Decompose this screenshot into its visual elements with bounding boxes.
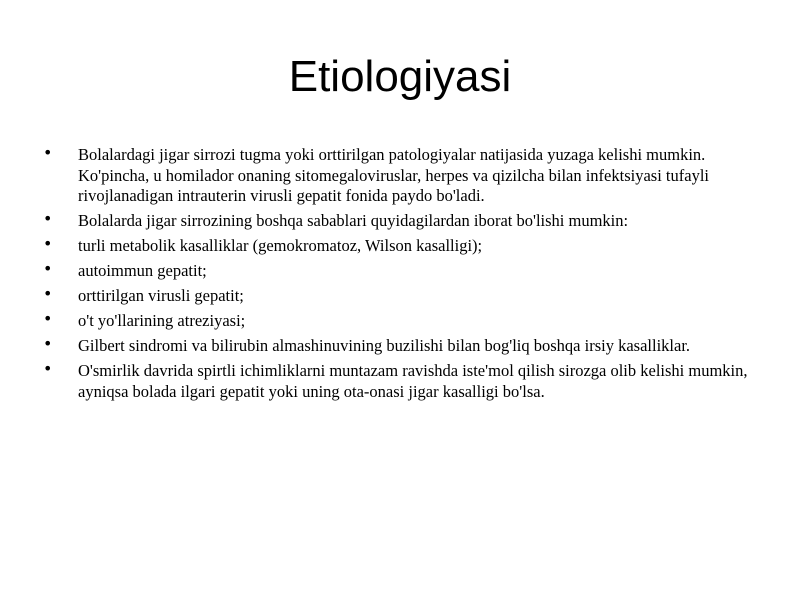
list-item bbox=[40, 145, 760, 207]
list-item-text: orttirilgan virusli gepatit; bbox=[78, 286, 244, 305]
list-item-text: turli metabolik kasalliklar (gemokromatoz, Wilson kasalligi); bbox=[78, 236, 483, 255]
bullet-icon: • bbox=[43, 234, 53, 253]
bullet-icon: • bbox=[43, 309, 53, 328]
bullet-list bbox=[40, 145, 760, 407]
slide-title: Etiologiyasi bbox=[288, 52, 512, 101]
list-item-text: o't yo'llarining atreziyasi; bbox=[78, 311, 246, 330]
list-item-text: O'smirlik davrida spirtli ichimliklarni muntazam ravishda iste'mol qilish sirozga olib kelishi mumkin, ayniqsa bolada ilgari gepatit yoki uning ota-onasi jigar kasalligi bo'lsa. bbox=[78, 361, 748, 401]
list-item bbox=[40, 336, 760, 357]
bullet-icon: • bbox=[43, 259, 53, 278]
list-item bbox=[40, 361, 760, 402]
list-item bbox=[40, 311, 760, 332]
bullet-icon: • bbox=[43, 284, 53, 303]
list-item bbox=[40, 236, 760, 257]
list-item-text: Bolalardagi jigar sirrozi tugma yoki orttirilgan patologiyalar natijasida yuzaga kelishi mumkin. Ko'pincha, u homilador onaning sitomegaloviruslar, herpes va qizilcha bilan infektsiyasi tufayli rivojlanadigan intrauterin virusli gepatit fonida paydo bo'ladi. bbox=[78, 145, 709, 205]
list-item bbox=[40, 286, 760, 307]
bullet-icon: • bbox=[43, 334, 53, 353]
list-item-text: autoimmun gepatit; bbox=[78, 261, 207, 280]
list-item-text: Bolalarda jigar sirrozining boshqa sabablari quyidagilardan iborat bo'lishi mumkin: bbox=[78, 211, 629, 230]
bullet-icon: • bbox=[43, 143, 53, 162]
list-item bbox=[40, 211, 760, 232]
bullet-icon: • bbox=[43, 209, 53, 228]
bullet-icon: • bbox=[43, 359, 53, 378]
list-item-text: Gilbert sindromi va bilirubin almashinuvining buzilishi bilan bog'liq boshqa irsiy kasalliklar. bbox=[78, 336, 691, 355]
list-item bbox=[40, 261, 760, 282]
